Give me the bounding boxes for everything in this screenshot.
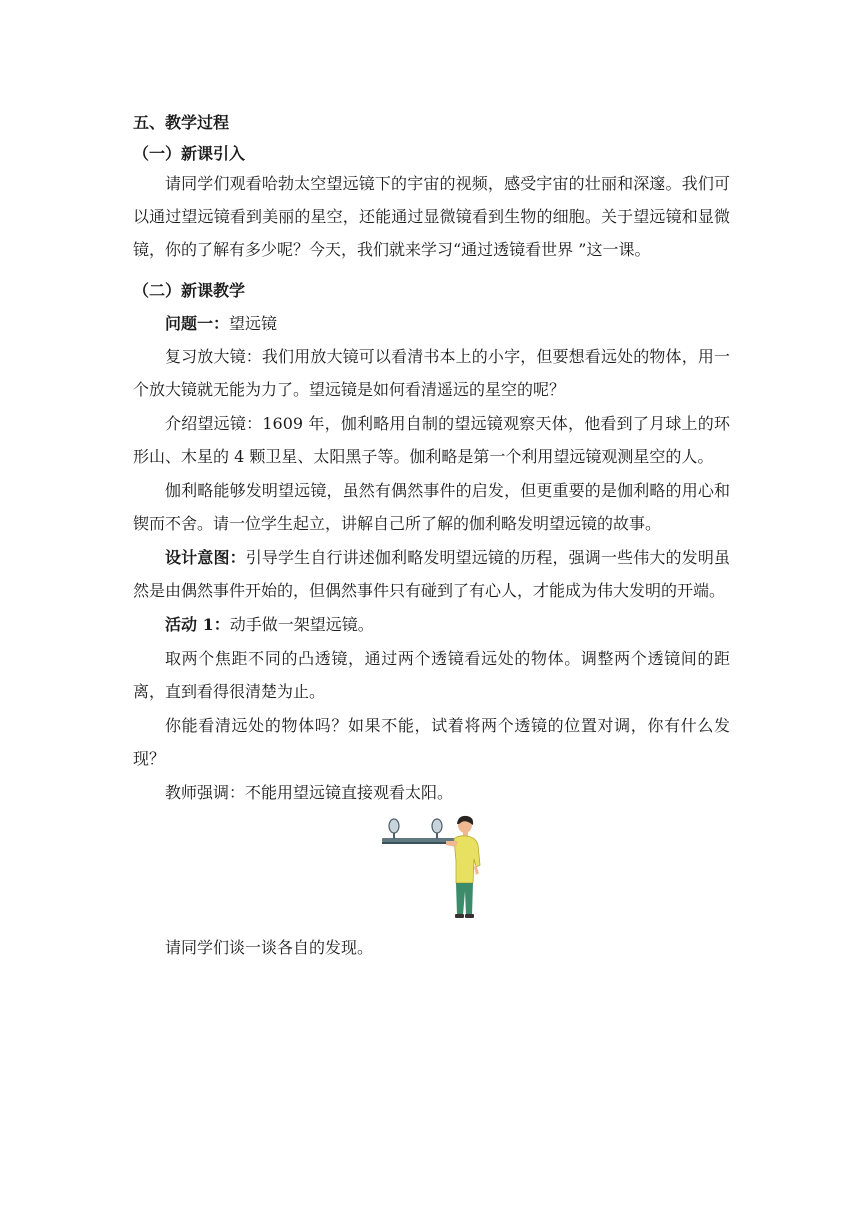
student-shoe-left — [455, 914, 464, 918]
student-shirt — [454, 836, 480, 883]
introduce-paragraph: 介绍望远镜：1609 年，伽利略用自制的望远镜观察天体，他看到了月球上的环形山、木星的 4 颗卫星、太阳黑子等。伽利略是第一个利用望远镜观测星空的人。 — [133, 414, 730, 466]
activity-text: 动手做一架望远镜。 — [229, 615, 374, 634]
activity-paragraph — [133, 608, 730, 641]
student-arm — [446, 841, 458, 847]
student-pants — [456, 883, 473, 915]
galileo-paragraph: 伽利略能够发明望远镜，虽然有偶然事件的启发，但更重要的是伽利略的用心和锲而不舍。请一位学生起立，讲解自己所了解的伽利略发明望远镜的故事。 — [133, 481, 730, 533]
design-intent-text: 引导学生自行讲述伽利略发明望远镜的历程，强调一些伟大的发明虽然是由偶然事件开始的，但偶然事件只有碰到了有心人，才能成为伟大发明的开端。 — [133, 548, 730, 600]
optical-rail-shadow — [382, 842, 456, 844]
figure-container — [133, 815, 730, 925]
section-title: 五、教学过程 — [133, 113, 230, 132]
review-paragraph: 复习放大镜：我们用放大镜可以看清书本上的小字，但要想看远处的物体，用一个放大镜就无能为力了。望远镜是如何看清遥远的星空的呢？ — [133, 347, 730, 399]
student-holding-lens-rail-illustration — [380, 815, 490, 919]
question-one-label: 问题一： — [165, 314, 230, 333]
question-one — [133, 308, 730, 339]
intro-paragraph: 请同学们观看哈勃太空望远镜下的宇宙的视频，感受宇宙的壮丽和深邃。我们可以通过望远镜看到美丽的星空，还能通过显微镜看到生物的细胞。关于望远镜和显微镜，你的了解有多少呢？今天，我们就来学习“通过透镜看世界 ”这一课。 — [133, 174, 730, 259]
design-intent-label: 设计意图： — [165, 548, 246, 567]
lens-left-icon — [389, 819, 399, 833]
question-two-paragraph: 你能看清远处的物体吗？如果不能，试着将两个透镜的位置对调，你有什么发现？ — [133, 716, 730, 768]
teaching-title: （二）新课教学 — [133, 281, 246, 300]
document-body — [133, 112, 730, 965]
closing-paragraph: 请同学们谈一谈各自的发现。 — [165, 938, 374, 957]
activity-label: 活动 1： — [165, 615, 230, 634]
student-other-arm — [474, 865, 479, 875]
teacher-note-paragraph: 教师强调：不能用望远镜直接观看太阳。 — [165, 783, 454, 802]
activity-steps-paragraph: 取两个焦距不同的凸透镜，通过两个透镜看远处的物体。调整两个透镜间的距离，直到看得很清楚为止。 — [133, 649, 730, 701]
question-one-text: 望远镜 — [229, 314, 278, 333]
design-intent-paragraph — [133, 541, 730, 607]
student-shoe-right — [465, 914, 474, 918]
intro-title: （一）新课引入 — [133, 144, 246, 163]
lens-right-icon — [432, 819, 442, 833]
